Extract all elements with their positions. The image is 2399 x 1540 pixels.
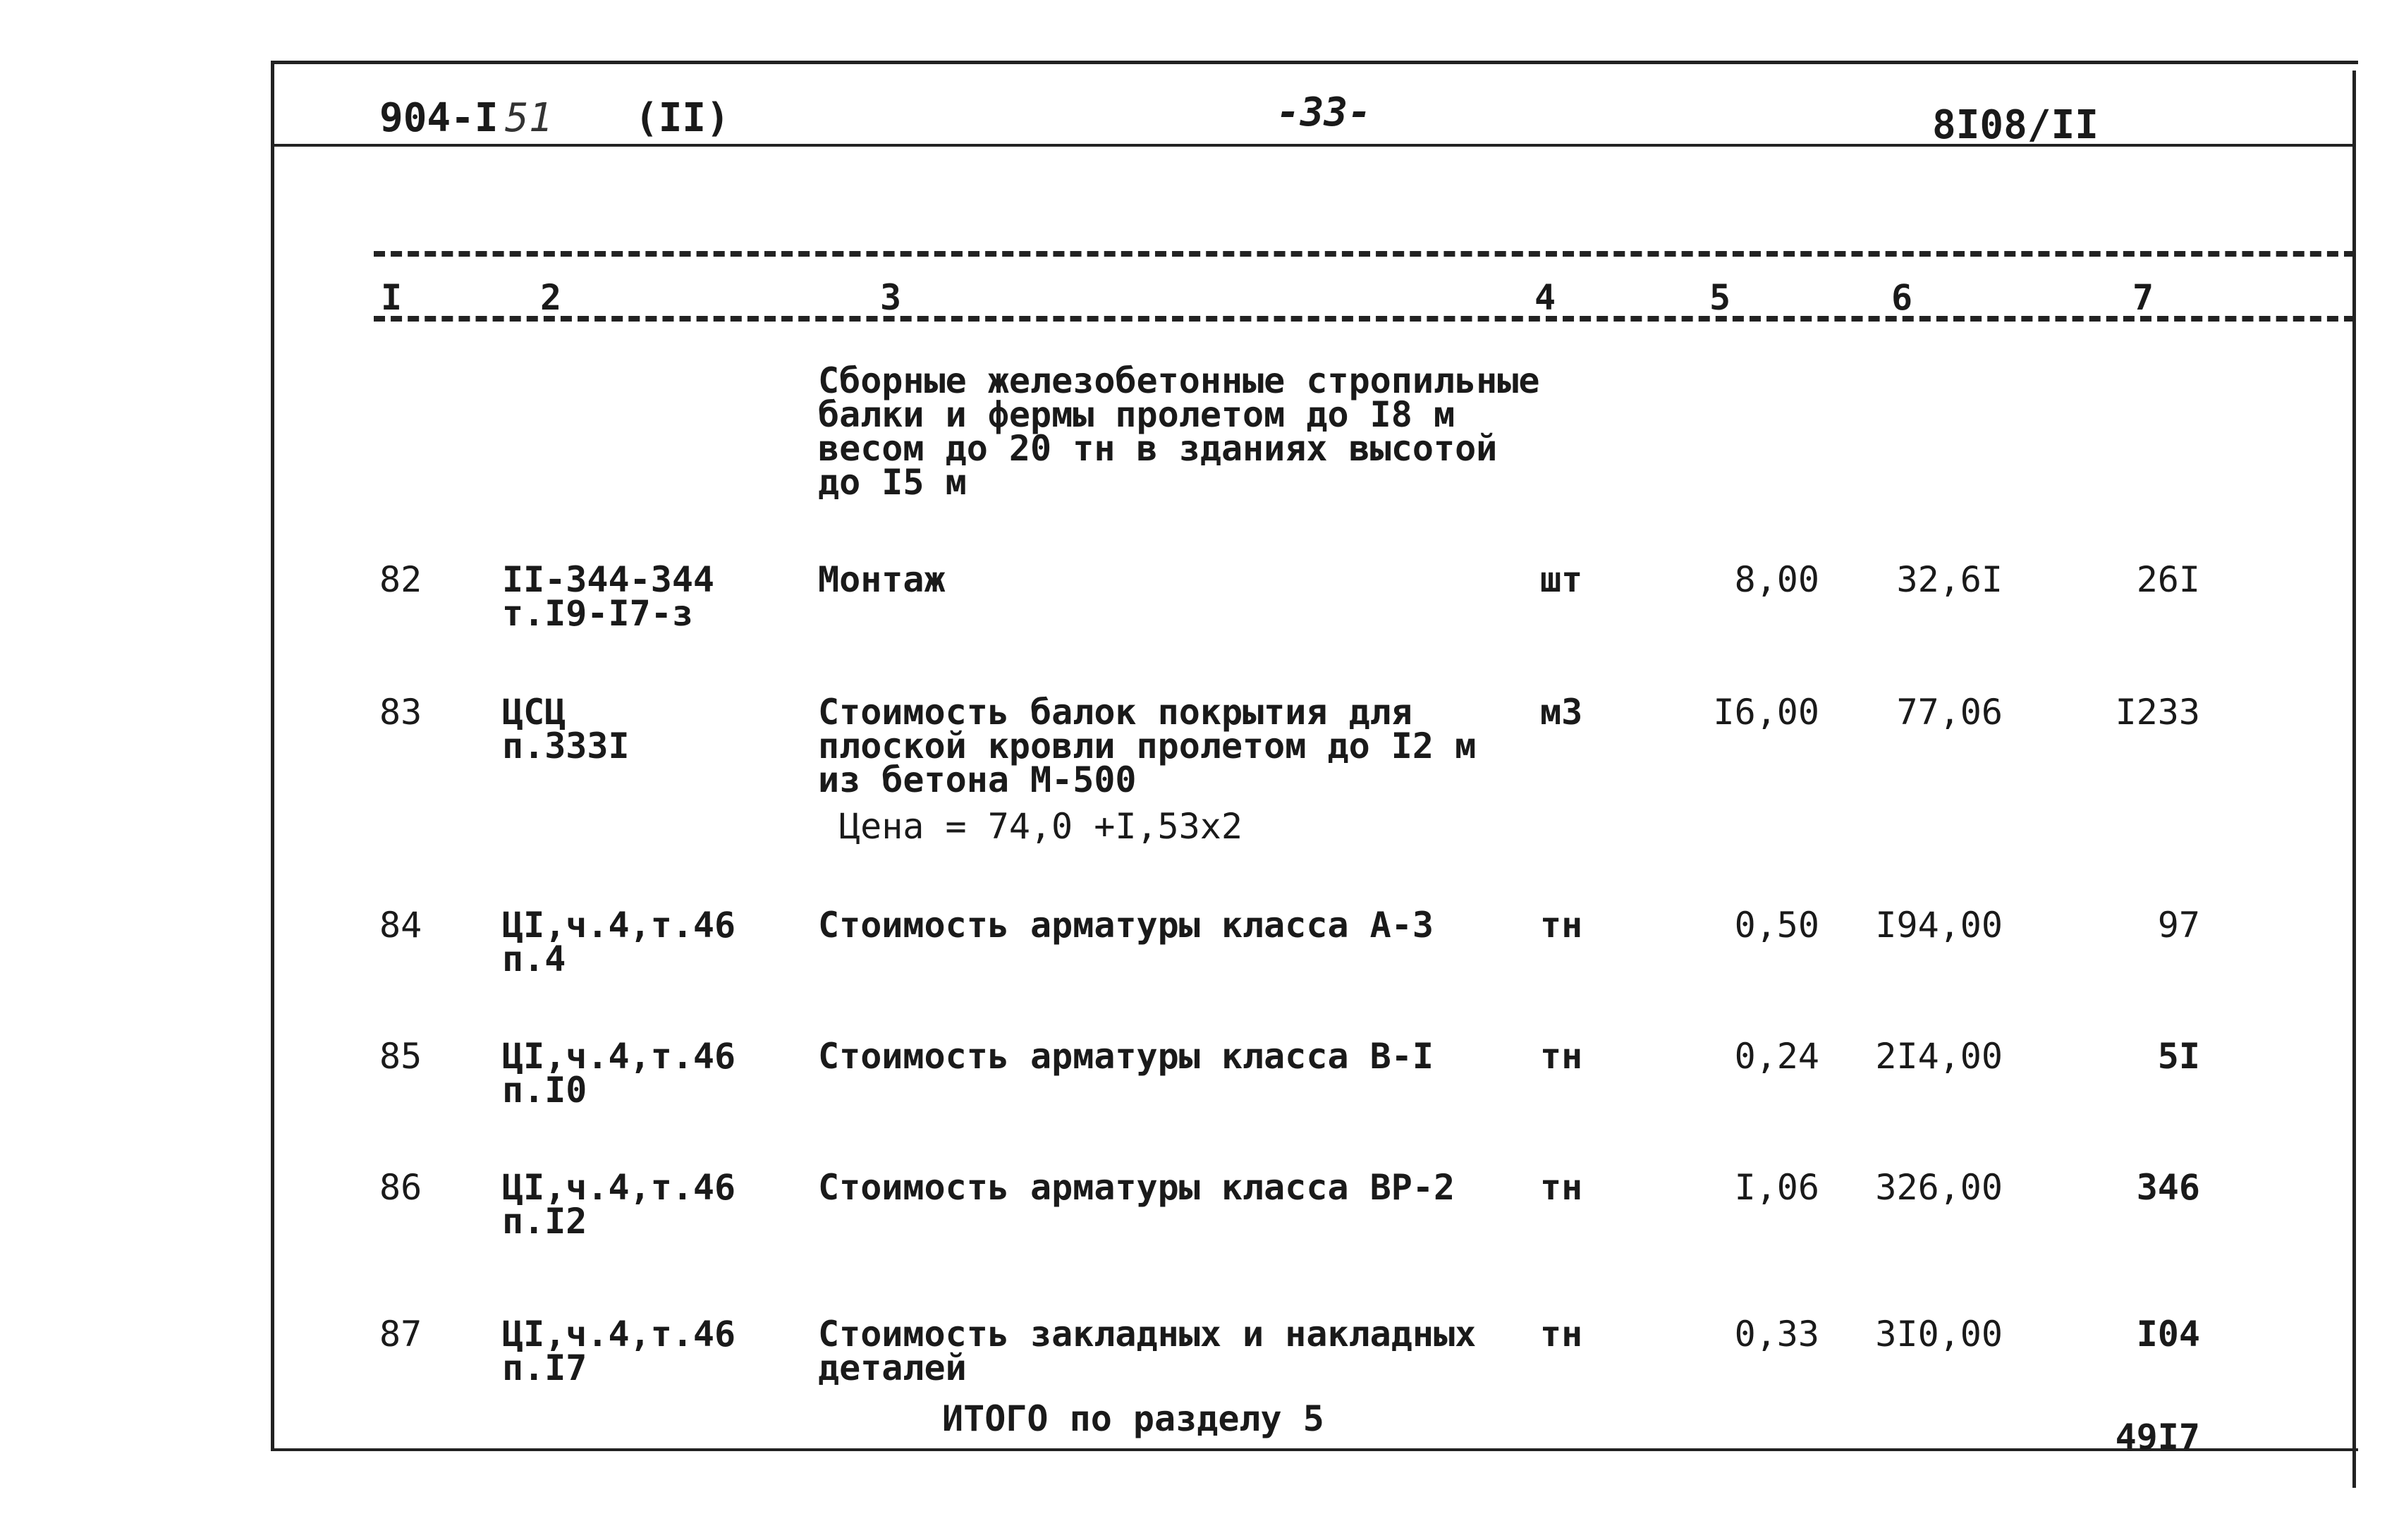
row-85-ref-1: ЦI,ч.4,т.46 xyxy=(502,1036,736,1077)
row-87-description-1: Стоимость закладных и накладных xyxy=(818,1314,1477,1355)
row-87-total: I04 xyxy=(2136,1314,2200,1355)
col-number-3: 3 xyxy=(880,277,902,318)
frame-top-border xyxy=(271,61,2358,64)
row-87-description-2: деталей xyxy=(818,1348,967,1388)
col-number-7: 7 xyxy=(2132,277,2154,318)
row-84-ref-1: ЦI,ч.4,т.46 xyxy=(502,905,736,946)
row-87-unit: тн xyxy=(1540,1314,1583,1355)
column-header-bottom-rule xyxy=(374,316,2355,322)
row-83-quantity: I6,00 xyxy=(1713,692,1819,733)
row-86-ref-1: ЦI,ч.4,т.46 xyxy=(502,1167,736,1208)
row-82-ref-2: т.I9-I7-з xyxy=(502,593,693,634)
row-84-ref-2: п.4 xyxy=(502,939,566,979)
row-85-unit: тн xyxy=(1540,1036,1583,1077)
section-title-line-1: Сборные железобетонные стропильные xyxy=(818,360,1540,401)
row-84-description: Стоимость арматуры класса А-3 xyxy=(818,905,1434,946)
row-85-number: 85 xyxy=(379,1036,422,1077)
col-number-1: I xyxy=(381,277,403,318)
row-86-number: 86 xyxy=(379,1167,422,1208)
page-number: -33- xyxy=(1276,90,1372,135)
issue-number: (II) xyxy=(635,95,730,141)
row-87-quantity: 0,33 xyxy=(1734,1314,1819,1355)
row-86-total: 346 xyxy=(2136,1167,2200,1208)
row-83-ref-1: ЦСЦ xyxy=(502,692,566,733)
row-86-description: Стоимость арматуры класса ВР-2 xyxy=(818,1167,1455,1208)
row-82-description: Монтаж xyxy=(818,559,946,600)
col-number-6: 6 xyxy=(1891,277,1913,318)
series-code: 904-I xyxy=(379,95,499,141)
row-84-quantity: 0,50 xyxy=(1734,905,1819,946)
row-86-price: 326,00 xyxy=(1875,1167,2003,1208)
row-82-total: 26I xyxy=(2136,559,2200,600)
row-84-total: 97 xyxy=(2157,905,2200,946)
row-83-total: I233 xyxy=(2115,692,2200,733)
row-82-price: 32,6I xyxy=(1896,559,2003,600)
col-number-2: 2 xyxy=(540,277,562,318)
row-85-ref-2: п.I0 xyxy=(502,1070,587,1111)
section-total-label: ИТОГО по разделу 5 xyxy=(942,1398,1324,1439)
row-85-total: 5I xyxy=(2157,1036,2200,1077)
row-83-price: 77,06 xyxy=(1896,692,2003,733)
row-83-description-3: из бетона М-500 xyxy=(818,759,1137,800)
row-83-description-2: плоской кровли пролетом до I2 м xyxy=(818,726,1477,766)
section-title-line-2: балки и фермы пролетом до I8 м xyxy=(818,394,1455,435)
document-code: 8I08/II xyxy=(1932,102,2099,148)
frame-right-border xyxy=(2352,71,2356,1488)
row-84-unit: тн xyxy=(1540,905,1583,946)
row-83-unit: м3 xyxy=(1540,692,1583,733)
col-number-5: 5 xyxy=(1709,277,1731,318)
section-title-line-4: до I5 м xyxy=(818,462,967,503)
row-86-quantity: I,06 xyxy=(1734,1167,1819,1208)
frame-left-border xyxy=(271,61,274,1450)
col-number-4: 4 xyxy=(1534,277,1556,318)
series-handwritten: 51 xyxy=(505,95,553,141)
row-86-ref-2: п.I2 xyxy=(502,1201,587,1242)
row-82-ref-1: II-344-344 xyxy=(502,559,715,600)
row-83-description-1: Стоимость балок покрытия для xyxy=(818,692,1412,733)
row-85-quantity: 0,24 xyxy=(1734,1036,1819,1077)
row-82-number: 82 xyxy=(379,559,422,600)
row-83-ref-2: п.333I xyxy=(502,726,630,766)
frame-bottom-border xyxy=(271,1448,2358,1451)
row-82-unit: шт xyxy=(1540,559,1583,600)
row-86-unit: тн xyxy=(1540,1167,1583,1208)
section-title-line-3: весом до 20 тн в зданиях высотой xyxy=(818,428,1498,469)
row-87-price: 3I0,00 xyxy=(1875,1314,2003,1355)
row-82-quantity: 8,00 xyxy=(1734,559,1819,600)
section-total-value: 49I7 xyxy=(2115,1417,2200,1458)
row-83-number: 83 xyxy=(379,692,422,733)
row-87-number: 87 xyxy=(379,1314,422,1355)
row-87-ref-1: ЦI,ч.4,т.46 xyxy=(502,1314,736,1355)
row-87-ref-2: п.I7 xyxy=(502,1348,587,1388)
row-85-description: Стоимость арматуры класса В-I xyxy=(818,1036,1434,1077)
row-85-price: 2I4,00 xyxy=(1875,1036,2003,1077)
row-84-number: 84 xyxy=(379,905,422,946)
column-header-top-rule xyxy=(374,251,2355,257)
row-83-price-note: Цена = 74,0 +I,53x2 xyxy=(839,806,1243,847)
row-84-price: I94,00 xyxy=(1875,905,2003,946)
